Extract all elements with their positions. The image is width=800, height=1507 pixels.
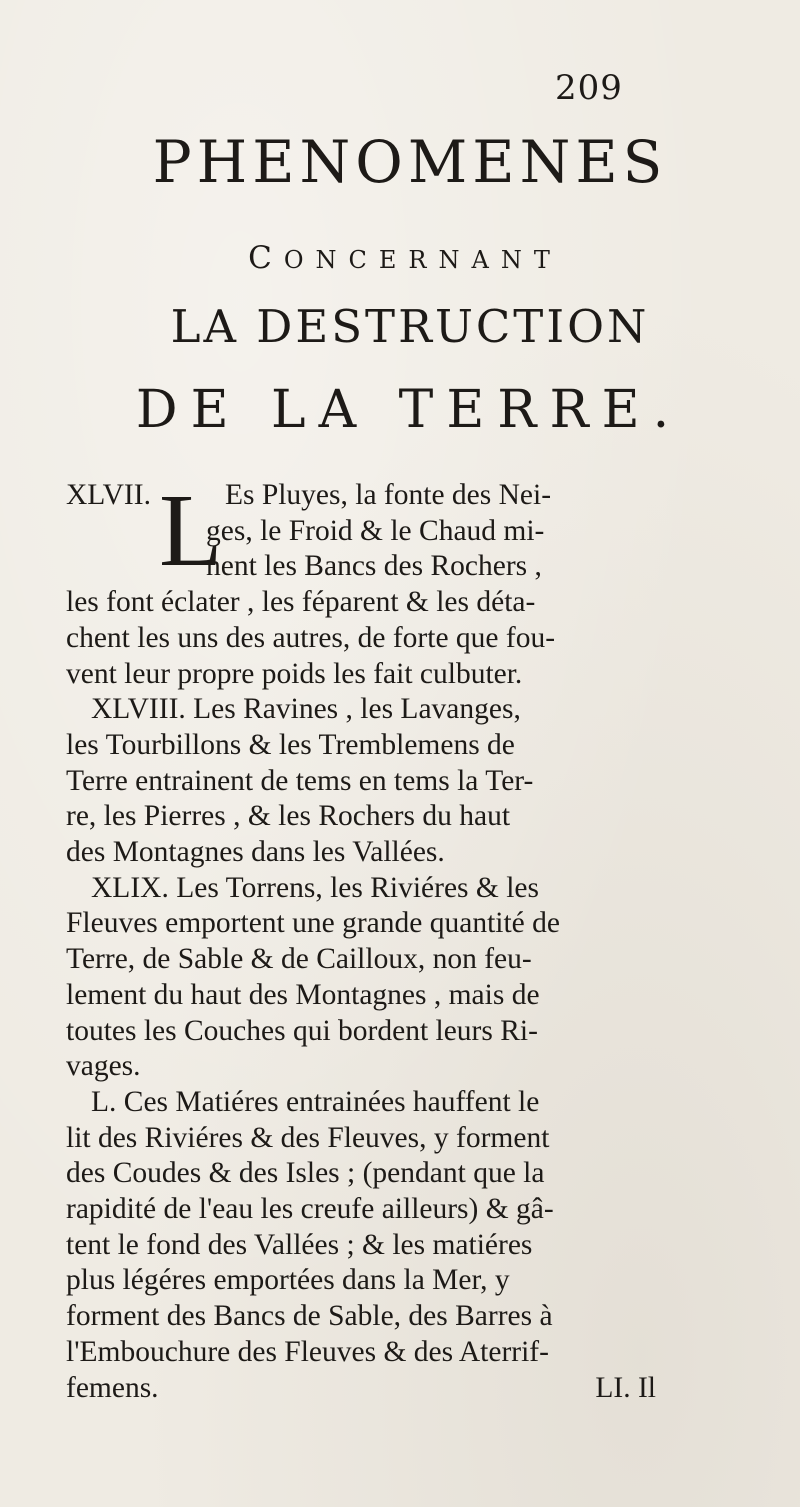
paragraph-49-line-3: Terre, de Sable & de Cailloux, non feu- <box>66 943 532 976</box>
catchword: LI. Il <box>595 1371 656 1404</box>
title-phenomenes: PHENOMENES <box>152 128 668 196</box>
title-concernant-rest: ONCERNANT <box>283 246 562 274</box>
title-de-la-terre: DE LA TERRE. <box>135 380 683 440</box>
paragraph-50 <box>66 1085 656 1406</box>
paragraph-48-line-5: des Montagnes dans les Vallées. <box>66 836 445 869</box>
paragraph-48-line-3: Terre entrainent de tems en tems la Ter- <box>66 764 534 797</box>
paragraph-49-line-6: vages. <box>66 1050 141 1083</box>
paragraph-47-line-1: XLVII. Es Pluyes, la fonte des Nei- <box>66 479 552 511</box>
paragraph-47-line-3: nent les Bancs des Rochers , <box>206 550 542 583</box>
paragraph-47-line-5: chent les uns des autres, de forte que fou- <box>66 621 556 654</box>
title-concernant <box>0 240 800 276</box>
paragraph-50-line-9 <box>66 1371 656 1407</box>
paragraph-50-line-3: des Coudes & des Isles ; (pendant que la <box>66 1157 545 1190</box>
paragraph-49-line-5: toutes les Couches qui bordent leurs Ri- <box>66 1014 538 1047</box>
paragraph-47-line-4: les font éclater , les féparent & les déta- <box>66 586 536 619</box>
paragraph-49-line-4: lement du haut des Montagnes , mais de <box>66 978 540 1011</box>
paragraph-49 <box>66 871 656 1085</box>
paragraph-50-line-5: tent le fond des Vallées ; & les matiéres <box>66 1228 533 1261</box>
paragraph-48-line-4: re, les Pierres , & les Rochers du haut <box>66 800 511 833</box>
paragraph-50-last-word: femens. <box>66 1371 159 1404</box>
paragraph-47-number: XLVII. <box>66 479 151 511</box>
paragraph-48 <box>66 692 656 871</box>
paragraph-47-line-2: ges, le Froid & le Chaud mi- <box>206 514 545 547</box>
paragraph-50-line-6: plus légéres emportées dans la Mer, y <box>66 1264 510 1297</box>
paragraph-48-line-2: les Tourbillons & les Tremblemens de <box>66 728 515 761</box>
paragraph-47-line-6: vent leur propre poids les fait culbuter. <box>66 657 523 690</box>
title-la-destruction: LA DESTRUCTION <box>170 300 650 353</box>
paragraph-50-line-8: l'Embouchure des Fleuves & des Aterrif- <box>66 1335 549 1368</box>
page-number: 209 <box>555 68 623 108</box>
paragraph-48-line-1: XLVIII. Les Ravines , les Lavanges, <box>91 693 521 726</box>
paragraph-50-line-1: L. Ces Matiéres entrainées hauffent le <box>91 1085 540 1118</box>
drop-cap-letter: L <box>159 473 223 588</box>
paragraph-50-line-2: lit des Riviéres & des Fleuves, y forment <box>66 1121 550 1154</box>
paragraph-49-line-1: XLIX. Les Torrens, les Riviéres & les <box>91 871 539 904</box>
paragraph-49-line-2: Fleuves emportent une grande quantité de <box>66 907 560 940</box>
title-concernant-initial: C <box>248 240 284 276</box>
paragraph-47 <box>66 473 656 692</box>
body-text <box>66 473 656 1406</box>
paragraph-50-line-7: forment des Bancs de Sable, des Barres à <box>66 1300 553 1333</box>
paragraph-50-line-4: rapidité de l'eau les creufe ailleurs) & gâ- <box>66 1193 554 1226</box>
